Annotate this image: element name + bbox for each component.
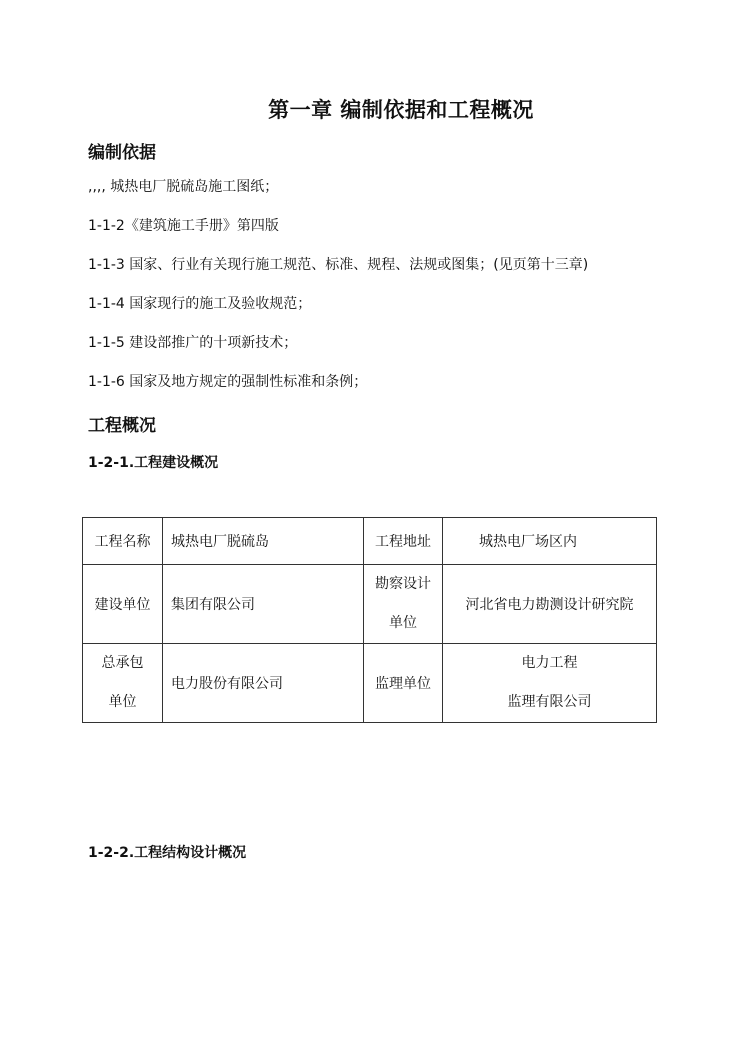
designer-label-line-1: 勘察设计 <box>375 576 431 592</box>
table-cell-project-name-value: 城热电厂脱硫岛 <box>163 518 364 565</box>
table-cell-supervisor-label: 监理单位 <box>364 644 443 723</box>
contractor-label-line-1: 总承包 <box>101 655 144 671</box>
overview-subheading-2: 1-2-2.工程结构设计概况 <box>88 845 247 861</box>
table-cell-contractor-value: 电力股份有限公司 <box>163 644 364 723</box>
table-cell-designer-label <box>364 565 443 644</box>
overview-heading: 工程概况 <box>88 416 156 436</box>
supervisor-value-line-2: 监理有限公司 <box>507 694 592 710</box>
designer-label-line-2: 单位 <box>389 615 417 631</box>
table-cell-supervisor-value <box>443 644 657 723</box>
basis-item-2: 1-1-2《建筑施工手册》第四版 <box>88 218 279 234</box>
table-row <box>83 644 657 723</box>
basis-item-4: 1-1-4 国家现行的施工及验收规范； <box>88 296 312 312</box>
table-cell-contractor-label <box>83 644 163 723</box>
basis-heading: 编制依据 <box>88 143 156 163</box>
contractor-label-line-2: 单位 <box>108 694 137 710</box>
table-cell-project-name-label: 工程名称 <box>83 518 163 565</box>
table-row <box>83 518 657 565</box>
chapter-title: 第一章 编制依据和工程概况 <box>268 98 534 122</box>
table-cell-project-address-label: 工程地址 <box>364 518 443 565</box>
basis-item-3: 1-1-3 国家、行业有关现行施工规范、标准、规程、法规或图集；(见页第十三章) <box>88 257 589 273</box>
table-cell-builder-value: 集团有限公司 <box>163 565 364 644</box>
basis-item-1: ,,,, 城热电厂脱硫岛施工图纸； <box>88 179 279 195</box>
table-row <box>83 565 657 644</box>
project-info-table <box>82 517 657 723</box>
overview-subheading-1: 1-2-1.工程建设概况 <box>88 455 219 471</box>
basis-item-6: 1-1-6 国家及地方规定的强制性标准和条例； <box>88 374 368 390</box>
table-cell-project-address-value: 城热电厂场区内 <box>443 518 657 565</box>
basis-item-5: 1-1-5 建设部推广的十项新技术； <box>88 335 298 351</box>
table-cell-builder-label: 建设单位 <box>83 565 163 644</box>
table-cell-designer-value: 河北省电力勘测设计研究院 <box>443 565 657 644</box>
supervisor-value-line-1: 电力工程 <box>521 655 578 671</box>
